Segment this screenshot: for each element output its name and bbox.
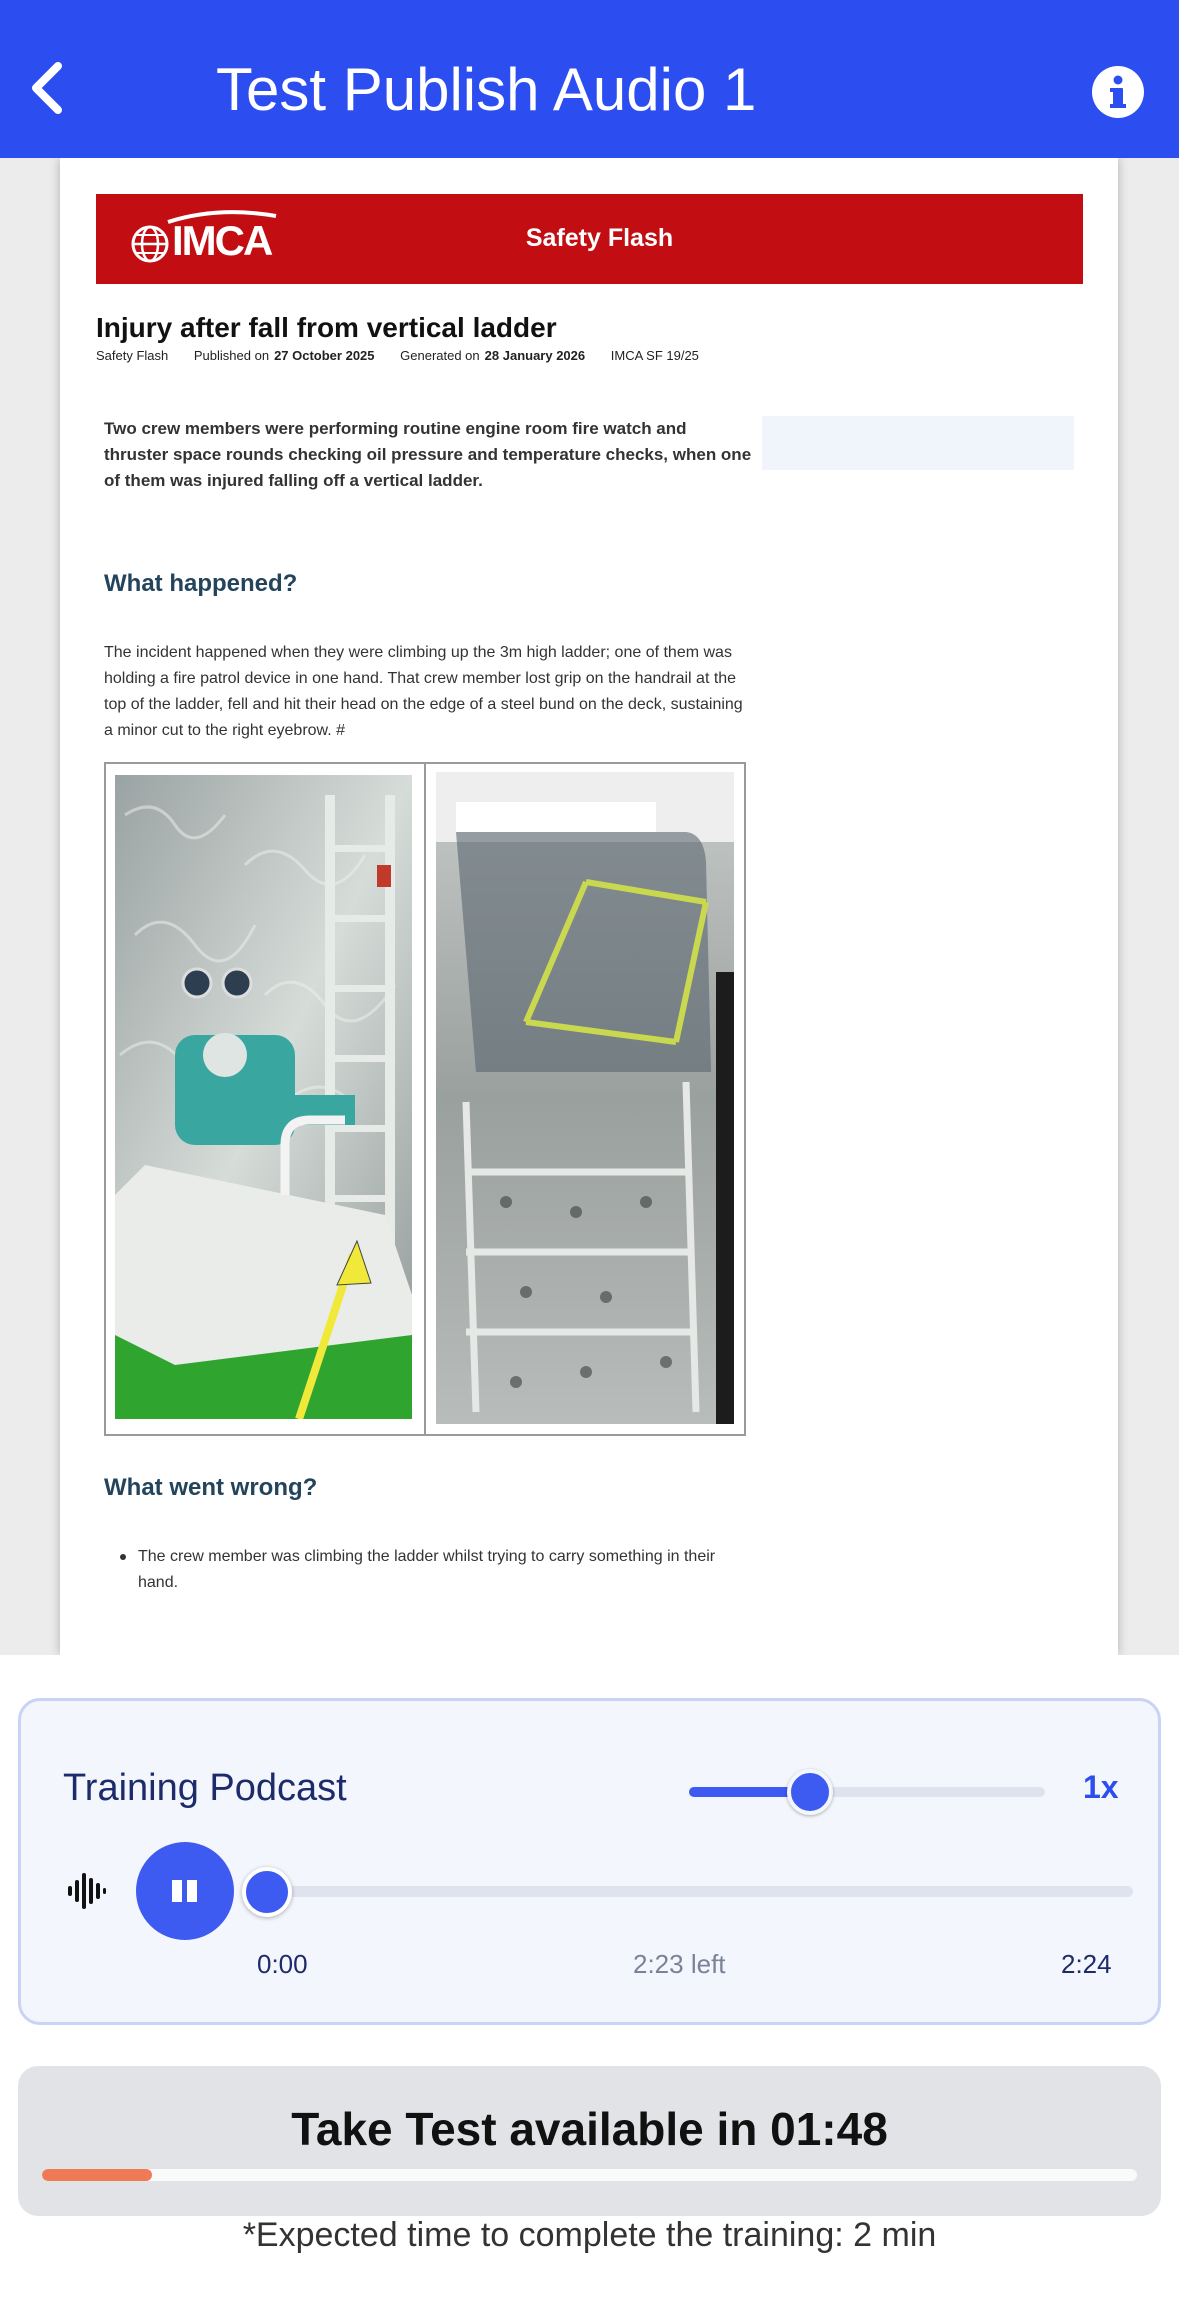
meta-published-date: 27 October 2025 xyxy=(274,348,375,363)
photo-divider xyxy=(424,764,426,1434)
section-body-what-happened: The incident happened when they were climbing up the 3m high ladder; one of them was holding a fire patrol device in one hand. That crew member lost grip on the handrail at the top of the ladder, fell and hit their head on the edge of a steel bund on the deck, sustaining a minor cut to the right eyebrow. # xyxy=(104,644,743,739)
meta-published-prefix: Published on xyxy=(193,348,270,363)
meta-generated-date: 28 January 2026 xyxy=(484,348,586,363)
banner-title: Safety Flash xyxy=(525,224,674,252)
photo-ladder-hatch xyxy=(436,772,734,1424)
info-icon xyxy=(1092,66,1144,118)
playback-speed-label[interactable]: 1x xyxy=(1083,1769,1119,1805)
app-header xyxy=(0,0,1179,158)
podcast-player xyxy=(18,1698,1161,2025)
audio-progress-thumb[interactable] xyxy=(242,1867,292,1917)
document-meta xyxy=(96,348,721,363)
meta-published xyxy=(194,348,375,363)
list-item: The crew member was climbing the ladder whilst trying to carry something in their hand. xyxy=(138,1544,758,1596)
document-page xyxy=(60,158,1118,1655)
audio-progress-slider[interactable] xyxy=(265,1886,1133,1897)
intro-paragraph: Two crew members were performing routine engine room fire watch and thruster space rounds checking oil pressure and temperature checks, when one of them was injured falling off a vertical ladder. xyxy=(104,419,752,490)
test-countdown-fill xyxy=(42,2169,152,2181)
playback-speed-slider[interactable] xyxy=(689,1787,1045,1797)
pause-icon xyxy=(170,1878,200,1904)
take-test-label: Take Test available in 01:48 xyxy=(291,2103,888,2155)
pause-button[interactable] xyxy=(136,1842,234,1940)
expected-time-note: *Expected time to complete the training: 2 min xyxy=(242,2216,937,2254)
total-time: 2:24 xyxy=(1061,1949,1112,1979)
section-heading-what-went-wrong: What went wrong? xyxy=(104,1474,318,1501)
photo-engine-room xyxy=(115,775,412,1419)
section-heading-what-happened: What happened? xyxy=(104,570,298,597)
engine-room-photo xyxy=(115,775,412,1419)
side-panel xyxy=(762,416,1074,470)
speed-slider-thumb[interactable] xyxy=(787,1769,833,1815)
ladder-hatch-photo xyxy=(436,772,734,1424)
take-test-button[interactable] xyxy=(18,2066,1161,2216)
info-button[interactable] xyxy=(1092,66,1144,118)
chevron-left-icon xyxy=(30,62,64,114)
current-time: 0:00 xyxy=(257,1949,308,1979)
document-viewer[interactable] xyxy=(0,158,1179,1655)
test-countdown-bar xyxy=(42,2169,1137,2181)
meta-generated-prefix: Generated on xyxy=(400,348,480,363)
time-remaining: 2:23 left xyxy=(633,1949,726,1979)
audio-wave-icon xyxy=(67,1871,107,1911)
meta-reference: IMCA SF 19/25 xyxy=(610,348,699,363)
podcast-title: Training Podcast xyxy=(63,1767,347,1809)
photo-table xyxy=(104,762,746,1436)
document-title: Injury after fall from vertical ladder xyxy=(96,312,557,343)
safety-flash-banner xyxy=(96,194,1083,284)
page-title: Test Publish Audio 1 xyxy=(216,56,757,123)
meta-type: Safety Flash xyxy=(96,348,169,363)
back-button[interactable] xyxy=(22,58,72,118)
meta-generated xyxy=(400,348,585,363)
logo-text: IMCA xyxy=(172,217,272,264)
